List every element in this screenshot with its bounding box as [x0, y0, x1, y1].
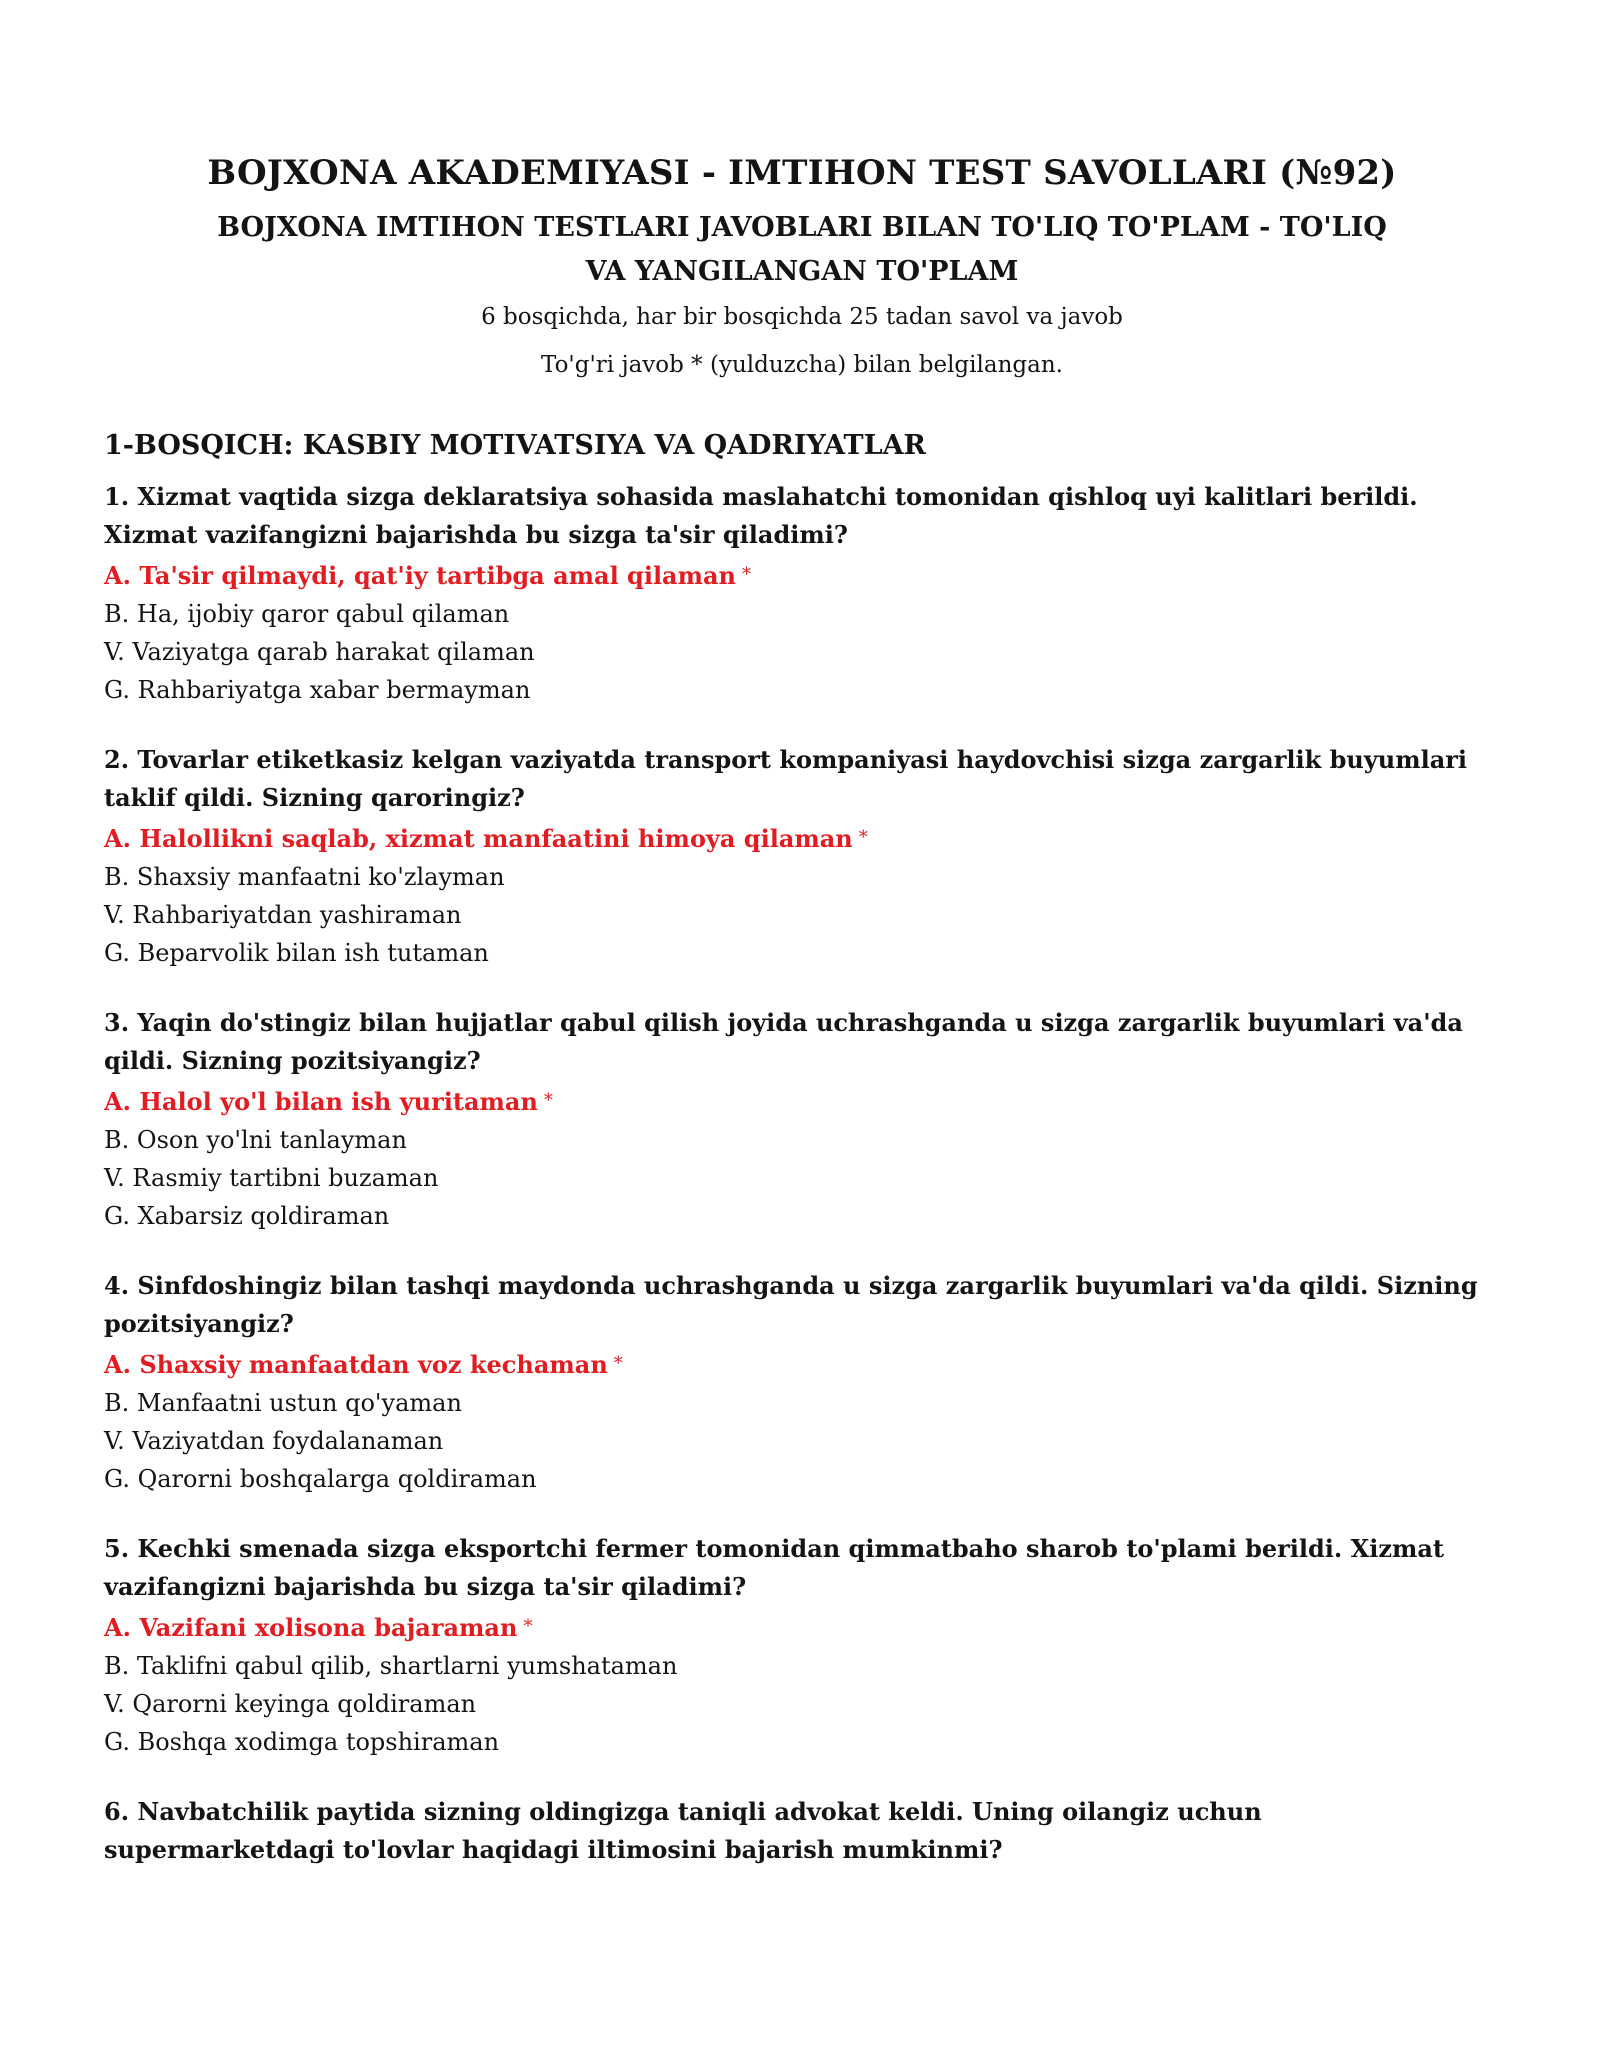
answer-option: G. Boshqa xodimga topshiraman: [104, 1728, 500, 1756]
answer-option: B. Taklifni qabul qilib, shartlarni yumshataman: [104, 1652, 678, 1680]
question-text: 6. Navbatchilik paytida sizning oldingizga taniqli advokat keldi. Uning oilangiz uchun supermarketdagi to'lovlar haqidagi iltimosini bajarish mumkinmi?: [104, 1797, 1262, 1864]
question-2: [104, 741, 1500, 972]
answer-option: V. Rasmiy tartibni buzaman: [104, 1164, 439, 1192]
answer-option: B. Shaxsiy manfaatni ko'zlayman: [104, 863, 505, 891]
option-label: A. Halollikni saqlab, xizmat manfaatini himoya qilaman: [104, 824, 853, 853]
correct-mark: *: [742, 564, 752, 585]
option-label: A. Shaxsiy manfaatdan voz kechaman: [104, 1350, 608, 1379]
answer-option: G. Qarorni boshqalarga qoldiraman: [104, 1465, 537, 1493]
question-text: 3. Yaqin do'stingiz bilan hujjatlar qabul qilish joyida uchrashganda u sizga zargarlik buyumlari va'da qildi. Sizning pozitsiyangiz?: [104, 1008, 1463, 1075]
correct-answer: [104, 556, 1500, 595]
answer-option: B. Ha, ijobiy qaror qabul qilaman: [104, 600, 510, 628]
answer-option: G. Rahbariyatga xabar bermayman: [104, 676, 531, 704]
question-3: [104, 1004, 1500, 1235]
section-title: 1-BOSQICH: KASBIY MOTIVATSIYA VA QADRIYATLAR: [104, 430, 926, 461]
question-text: 4. Sinfdoshingiz bilan tashqi maydonda uchrashganda u sizga zargarlik buyumlari va'da qildi. Sizning pozitsiyangiz?: [104, 1271, 1478, 1338]
document-subtitle: BOJXONA IMTIHON TESTLARI JAVOBLARI BILAN TO'LIQ TO'PLAM - TO'LIQ VA YANGILANGAN TO'PLAM: [217, 212, 1387, 287]
correct-mark: *: [858, 827, 868, 848]
correct-mark: *: [613, 1353, 623, 1374]
correct-mark: *: [523, 1616, 533, 1637]
answer-option: B. Oson yo'lni tanlayman: [104, 1126, 407, 1154]
document-note-stages: 6 bosqichda, har bir bosqichda 25 tadan savol va javob: [481, 304, 1123, 330]
correct-answer: [104, 819, 1500, 858]
answer-option: G. Xabarsiz qoldiraman: [104, 1202, 390, 1230]
answer-option: V. Qarorni keyinga qoldiraman: [104, 1690, 477, 1718]
correct-mark: *: [543, 1090, 553, 1111]
answer-option: G. Beparvolik bilan ish tutaman: [104, 939, 489, 967]
question-text: 2. Tovarlar etiketkasiz kelgan vaziyatda transport kompaniyasi haydovchisi sizga zargarlik buyumlari taklif qildi. Sizning qaroringiz?: [104, 745, 1468, 812]
document-note-marking: To'g'ri javob * (yulduzcha) bilan belgilangan.: [541, 352, 1063, 378]
question-1: [104, 478, 1500, 709]
question-4: [104, 1267, 1500, 1498]
answer-option: B. Manfaatni ustun qo'yaman: [104, 1389, 462, 1417]
question-text: 1. Xizmat vaqtida sizga deklaratsiya sohasida maslahatchi tomonidan qishloq uyi kalitlari berildi. Xizmat vazifangizni bajarishda bu sizga ta'sir qiladimi?: [104, 482, 1418, 549]
option-label: A. Halol yo'l bilan ish yuritaman: [104, 1087, 538, 1116]
option-label: A. Vazifani xolisona bajaraman: [104, 1613, 518, 1642]
question-5: [104, 1530, 1500, 1761]
question-text: 5. Kechki smenada sizga eksportchi fermer tomonidan qimmatbaho sharob to'plami berildi. Xizmat vazifangizni bajarishda bu sizga ta'sir qiladimi?: [104, 1534, 1445, 1601]
question-6: [104, 1793, 1500, 1869]
correct-answer: [104, 1082, 1500, 1121]
correct-answer: [104, 1345, 1500, 1384]
option-label: A. Ta'sir qilmaydi, qat'iy tartibga amal qilaman: [104, 561, 737, 590]
document-title: BOJXONA AKADEMIYASI - IMTIHON TEST SAVOLLARI (№92): [207, 153, 1397, 193]
answer-option: V. Vaziyatdan foydalanaman: [104, 1427, 444, 1455]
answer-option: V. Rahbariyatdan yashiraman: [104, 901, 462, 929]
answer-option: V. Vaziyatga qarab harakat qilaman: [104, 638, 535, 666]
correct-answer: [104, 1608, 1500, 1647]
